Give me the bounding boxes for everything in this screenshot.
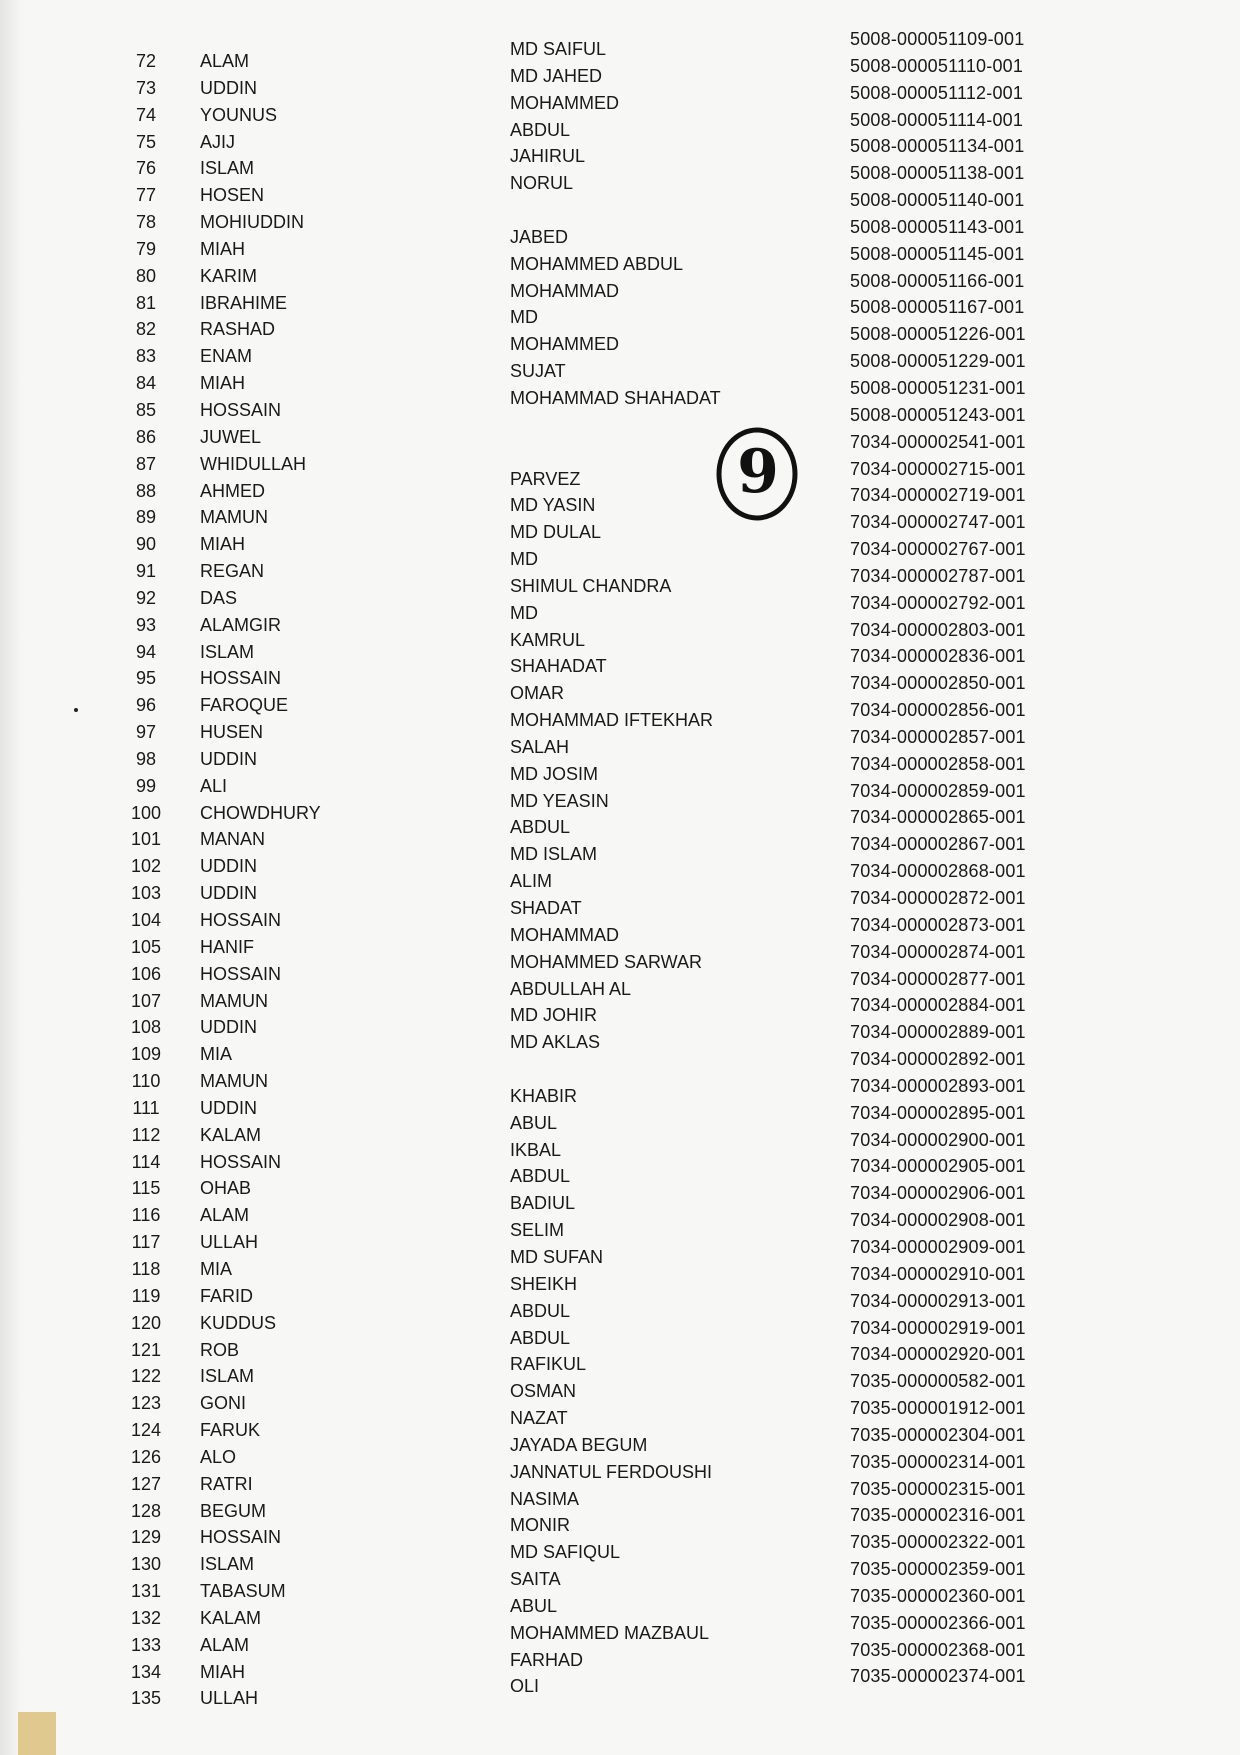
given-name: MOHAMMED ABDUL [510,253,684,274]
given-name: MOHAMMED [510,334,619,355]
row-number: 126 [130,1446,162,1467]
row-number: 122 [130,1366,162,1387]
account-number: 7034-000002857-001 [850,726,1026,747]
account-number: 7034-000002856-001 [850,700,1026,721]
row-number: 91 [135,561,157,582]
surname: HOSSAIN [200,399,282,420]
account-number: 7034-000002859-001 [850,780,1026,801]
given-name: SELIM [510,1220,565,1241]
row-number: 87 [135,453,157,474]
account-number: 7034-000002893-001 [850,1075,1026,1096]
account-number: 5008-000051145-001 [850,243,1025,264]
row-number: 134 [130,1661,162,1682]
surname: ISLAM [200,158,255,179]
surname: MIAH [200,1661,245,1682]
row-number: 90 [135,534,157,555]
account-number: 7035-000002304-001 [850,1424,1026,1445]
surname: KALAM [200,1607,262,1628]
row-number: 102 [130,856,162,877]
row-number: 135 [130,1688,162,1709]
row-number: 85 [135,399,157,420]
surname: AJIJ [200,131,236,152]
row-number: 82 [135,319,157,340]
given-name: JANNATUL FERDOUSHI [510,1461,713,1482]
surname: UDDIN [200,1097,257,1118]
surname: OHAB [200,1178,252,1199]
given-name: JABED [510,226,569,247]
account-number: 7034-000002905-001 [850,1156,1026,1177]
given-name: NASIMA [510,1488,580,1509]
given-name: SALAH [510,736,570,757]
account-number: 7035-000002315-001 [850,1478,1026,1499]
surname: HOSSAIN [200,963,282,984]
surname: FARUK [200,1420,261,1441]
surname: ULLAH [200,1232,259,1253]
surname: MAMUN [200,1071,268,1092]
given-name: KHABIR [510,1085,578,1106]
account-number: 7034-000002913-001 [850,1290,1026,1311]
account-number: 5008-000051243-001 [850,404,1026,425]
surname: AHMED [200,480,266,501]
account-number: 7035-000002316-001 [850,1505,1026,1526]
surname: ISLAM [200,1554,255,1575]
account-number: 7034-000002906-001 [850,1183,1026,1204]
surname: HOSSAIN [200,910,282,930]
account-number: 7034-000002868-001 [850,861,1026,882]
row-number: 115 [131,1178,161,1199]
account-number: 5008-000051109-001 [850,29,1025,49]
surname: ALO [200,1446,237,1467]
account-number: 5008-000051229-001 [850,351,1026,372]
row-number: 104 [130,910,162,930]
row-number: 86 [135,426,157,447]
given-name: OSMAN [510,1381,577,1402]
surname: HUSEN [200,722,264,743]
given-name: MD JOSIM [510,763,598,784]
account-number: 5008-000051138-001 [850,163,1025,184]
row-number: 106 [130,963,162,984]
account-number: 7034-000002803-001 [850,619,1026,640]
account-number: 5008-000051231-001 [850,377,1026,398]
row-number: 81 [135,292,157,313]
account-number: 7035-000002322-001 [850,1532,1026,1553]
surname: MIAH [200,534,245,555]
surname: DAS [200,587,238,608]
row-number: 77 [135,185,157,206]
account-number: 7034-000002892-001 [850,1049,1026,1070]
given-name: MOHAMMAD [510,924,619,945]
given-name: MD [510,549,538,570]
row-number: 96 [135,695,157,716]
row-number: 83 [135,346,157,367]
row-number: 116 [131,1205,161,1226]
account-number: 7034-000002787-001 [850,565,1026,586]
surname: FAROQUE [200,695,289,716]
given-name: MONIR [510,1515,570,1536]
account-number: 7035-000002314-001 [850,1451,1026,1472]
account-number: 7034-000002865-001 [850,807,1026,828]
account-number: 7034-000002895-001 [850,1102,1026,1123]
surname: RATRI [200,1473,253,1494]
given-name: MD YEASIN [510,790,609,811]
surname: ALAM [200,1205,250,1226]
given-name: FARHAD [510,1649,584,1670]
surname: ROB [200,1339,240,1360]
surname: ALAM [200,1634,250,1655]
row-number: 130 [130,1554,162,1575]
row-number: 84 [135,373,157,394]
surname: JUWEL [200,426,262,447]
surname: MIA [200,1044,233,1065]
given-name: ABDUL [510,119,571,140]
given-name: MD JOHIR [510,1005,597,1026]
surname: MAMUN [200,507,268,528]
name-list [0,29,1240,1712]
surname: RASHAD [200,319,276,340]
row-number: 78 [135,212,157,233]
row-number: 75 [135,131,157,152]
row-number: 123 [130,1393,162,1414]
account-number: 7034-000002767-001 [850,539,1026,560]
given-name: BADIUL [510,1193,576,1214]
account-number: 7034-000002877-001 [850,968,1026,989]
surname: KUDDUS [200,1312,277,1333]
row-number: 89 [135,507,157,528]
row-number: 80 [135,265,157,286]
row-number: 119 [131,1285,161,1306]
row-number: 98 [135,748,157,769]
row-number: 94 [135,641,157,662]
surname: KARIM [200,265,258,286]
given-name: MD SUFAN [510,1246,604,1267]
given-name: SHAHADAT [510,656,607,677]
row-number: 118 [131,1258,161,1279]
account-number: 7034-000002889-001 [850,1022,1026,1043]
account-number: 7034-000002719-001 [850,485,1026,506]
surname: MOHIUDDIN [200,212,304,233]
account-number: 7035-000002366-001 [850,1612,1026,1633]
account-number: 7034-000002792-001 [850,592,1026,613]
row-number: 124 [130,1420,162,1441]
given-name: MD DULAL [510,522,602,543]
account-number: 7034-000002836-001 [850,646,1026,667]
account-number: 7034-000002900-001 [850,1129,1026,1150]
row-number: 95 [135,668,157,689]
account-number: 5008-000051143-001 [850,216,1025,237]
given-name: MD AKLAS [510,1032,601,1053]
given-name: ABDUL [510,817,571,838]
account-number: 5008-000051140-001 [850,190,1025,211]
given-name: NAZAT [510,1408,568,1429]
given-name: NORUL [510,173,574,194]
account-number: 5008-000051167-001 [850,297,1025,318]
account-number: 7034-000002874-001 [850,941,1026,962]
account-number: 7034-000002858-001 [850,753,1026,774]
account-number: 5008-000051226-001 [850,324,1026,345]
surname: GONI [200,1393,247,1414]
row-number: 103 [130,883,162,904]
page-corner-tab [18,1712,56,1755]
surname: UDDIN [200,748,257,769]
surname: YOUNUS [200,104,278,125]
surname: HOSSAIN [200,668,282,689]
row-number: 112 [131,1124,161,1145]
given-name: KAMRUL [510,629,586,650]
account-number: 7035-000000582-001 [850,1371,1026,1392]
account-number: 7034-000002908-001 [850,1210,1026,1231]
account-number: 7034-000002873-001 [850,914,1026,935]
surname: HANIF [200,936,254,957]
given-name: MOHAMMAD SHAHADAT [510,387,721,408]
account-number: 7034-000002919-001 [850,1317,1026,1338]
row-number: 79 [135,238,157,259]
row-number: 72 [135,51,157,71]
row-number: 73 [135,77,157,98]
given-name: MOHAMMED SARWAR [510,951,703,972]
row-number: 99 [135,775,157,796]
surname: HOSSAIN [200,1151,282,1172]
surname: HOSSAIN [200,1527,282,1548]
surname: UDDIN [200,883,257,904]
given-name: ABUL [510,1595,558,1616]
row-number: 97 [135,722,157,743]
given-name: ABDUL [510,1327,571,1348]
account-number: 5008-000051114-001 [850,109,1024,130]
surname: MIAH [200,373,245,394]
surname: ISLAM [200,1366,255,1387]
surname: BEGUM [200,1500,267,1521]
account-number: 7034-000002884-001 [850,995,1026,1016]
row-number: 93 [135,614,157,635]
given-name: MD [510,602,538,623]
row-number: 105 [130,936,162,957]
account-number: 7034-000002850-001 [850,673,1026,694]
given-name: PARVEZ [510,468,581,489]
surname: IBRAHIME [200,292,288,313]
given-name: SAITA [510,1569,561,1590]
row-number: 114 [131,1151,161,1172]
account-number: 7034-000002920-001 [850,1344,1026,1365]
given-name: ABDUL [510,1300,571,1321]
given-name: SUJAT [510,361,566,382]
given-name: MOHAMMAD [510,280,619,301]
account-number: 7034-000002872-001 [850,888,1026,908]
given-name: MD SAFIQUL [510,1542,621,1563]
surname: MIAH [200,238,245,259]
surname: MAMUN [200,990,268,1011]
given-name: MD JAHED [510,65,603,86]
account-number: 7035-000002374-001 [850,1666,1026,1687]
surname: HOSEN [200,185,265,206]
given-name: ABDUL [510,1166,571,1187]
given-name: IKBAL [510,1139,562,1160]
row-number: 133 [130,1634,162,1655]
surname: WHIDULLAH [200,453,307,474]
row-number: 129 [130,1527,162,1548]
account-number: 7035-000001912-001 [850,1398,1026,1419]
row-number: 92 [135,587,157,608]
given-name: ABDULLAH AL [510,978,632,999]
surname: KALAM [200,1124,262,1145]
list-row [0,29,1240,75]
given-name: JAYADA BEGUM [510,1434,648,1455]
given-name: MD SAIFUL [510,39,607,59]
given-name: SHEIKH [510,1273,578,1294]
account-number: 7035-000002359-001 [850,1559,1026,1580]
account-number: 7034-000002910-001 [850,1263,1026,1284]
row-number: 120 [130,1312,162,1333]
account-number: 7034-000002747-001 [850,512,1026,533]
account-number: 7034-000002909-001 [850,1236,1026,1257]
given-name: OMAR [510,683,564,704]
surname: UDDIN [200,1017,257,1038]
given-name: MD [510,307,538,328]
given-name: MOHAMMED MAZBAUL [510,1622,710,1643]
row-number: 108 [130,1017,162,1038]
surname: ENAM [200,346,253,367]
given-name: RAFIKUL [510,1354,587,1375]
row-number: 121 [130,1339,162,1360]
row-number: 100 [130,802,162,823]
given-name: SHADAT [510,898,582,918]
account-number: 5008-000051166-001 [850,270,1025,291]
account-number: 7034-000002867-001 [850,834,1026,855]
row-number: 74 [135,104,157,125]
row-number: 128 [130,1500,162,1521]
account-number: 7034-000002541-001 [850,431,1026,452]
row-number: 107 [130,990,162,1011]
given-name: ABUL [510,1112,558,1133]
row-number: 76 [135,158,157,179]
row-number: 132 [130,1607,162,1628]
row-number: 127 [130,1473,162,1494]
given-name: ALIM [510,871,553,892]
surname: ALAMGIR [200,614,282,635]
surname: UDDIN [200,856,257,877]
account-number: 7035-000002368-001 [850,1639,1026,1660]
account-number: 5008-000051134-001 [850,136,1025,157]
row-number: 110 [131,1071,161,1092]
surname: FARID [200,1285,254,1306]
surname: CHOWDHURY [200,802,321,823]
annotation-number: 9 [737,437,779,507]
account-number: 7034-000002715-001 [850,458,1026,479]
surname: TABASUM [200,1581,286,1602]
surname: ALAM [200,51,250,71]
surname: ULLAH [200,1688,259,1709]
account-number: 5008-000051110-001 [850,55,1024,76]
row-number: 88 [135,480,157,501]
surname: REGAN [200,561,265,582]
given-name: JAHIRUL [510,146,586,167]
surname: UDDIN [200,77,257,98]
row-number: 101 [130,829,162,850]
row-number: 131 [130,1581,162,1602]
given-name: MD ISLAM [510,844,598,865]
surname: MANAN [200,829,266,850]
row-number: 111 [132,1097,160,1118]
given-name: MOHAMMED [510,92,619,113]
surname: ISLAM [200,641,255,662]
surname: ALI [200,775,228,796]
account-number: 7035-000002360-001 [850,1585,1026,1606]
surname: MIA [200,1258,233,1279]
given-name: MOHAMMAD IFTEKHAR [510,710,714,731]
given-name: MD YASIN [510,495,596,516]
row-number: 117 [131,1232,161,1253]
given-name: OLI [510,1676,540,1697]
row-number: 109 [130,1044,162,1065]
handwritten-page-number [712,424,802,524]
account-number: 5008-000051112-001 [850,82,1024,103]
given-name: SHIMUL CHANDRA [510,575,672,596]
